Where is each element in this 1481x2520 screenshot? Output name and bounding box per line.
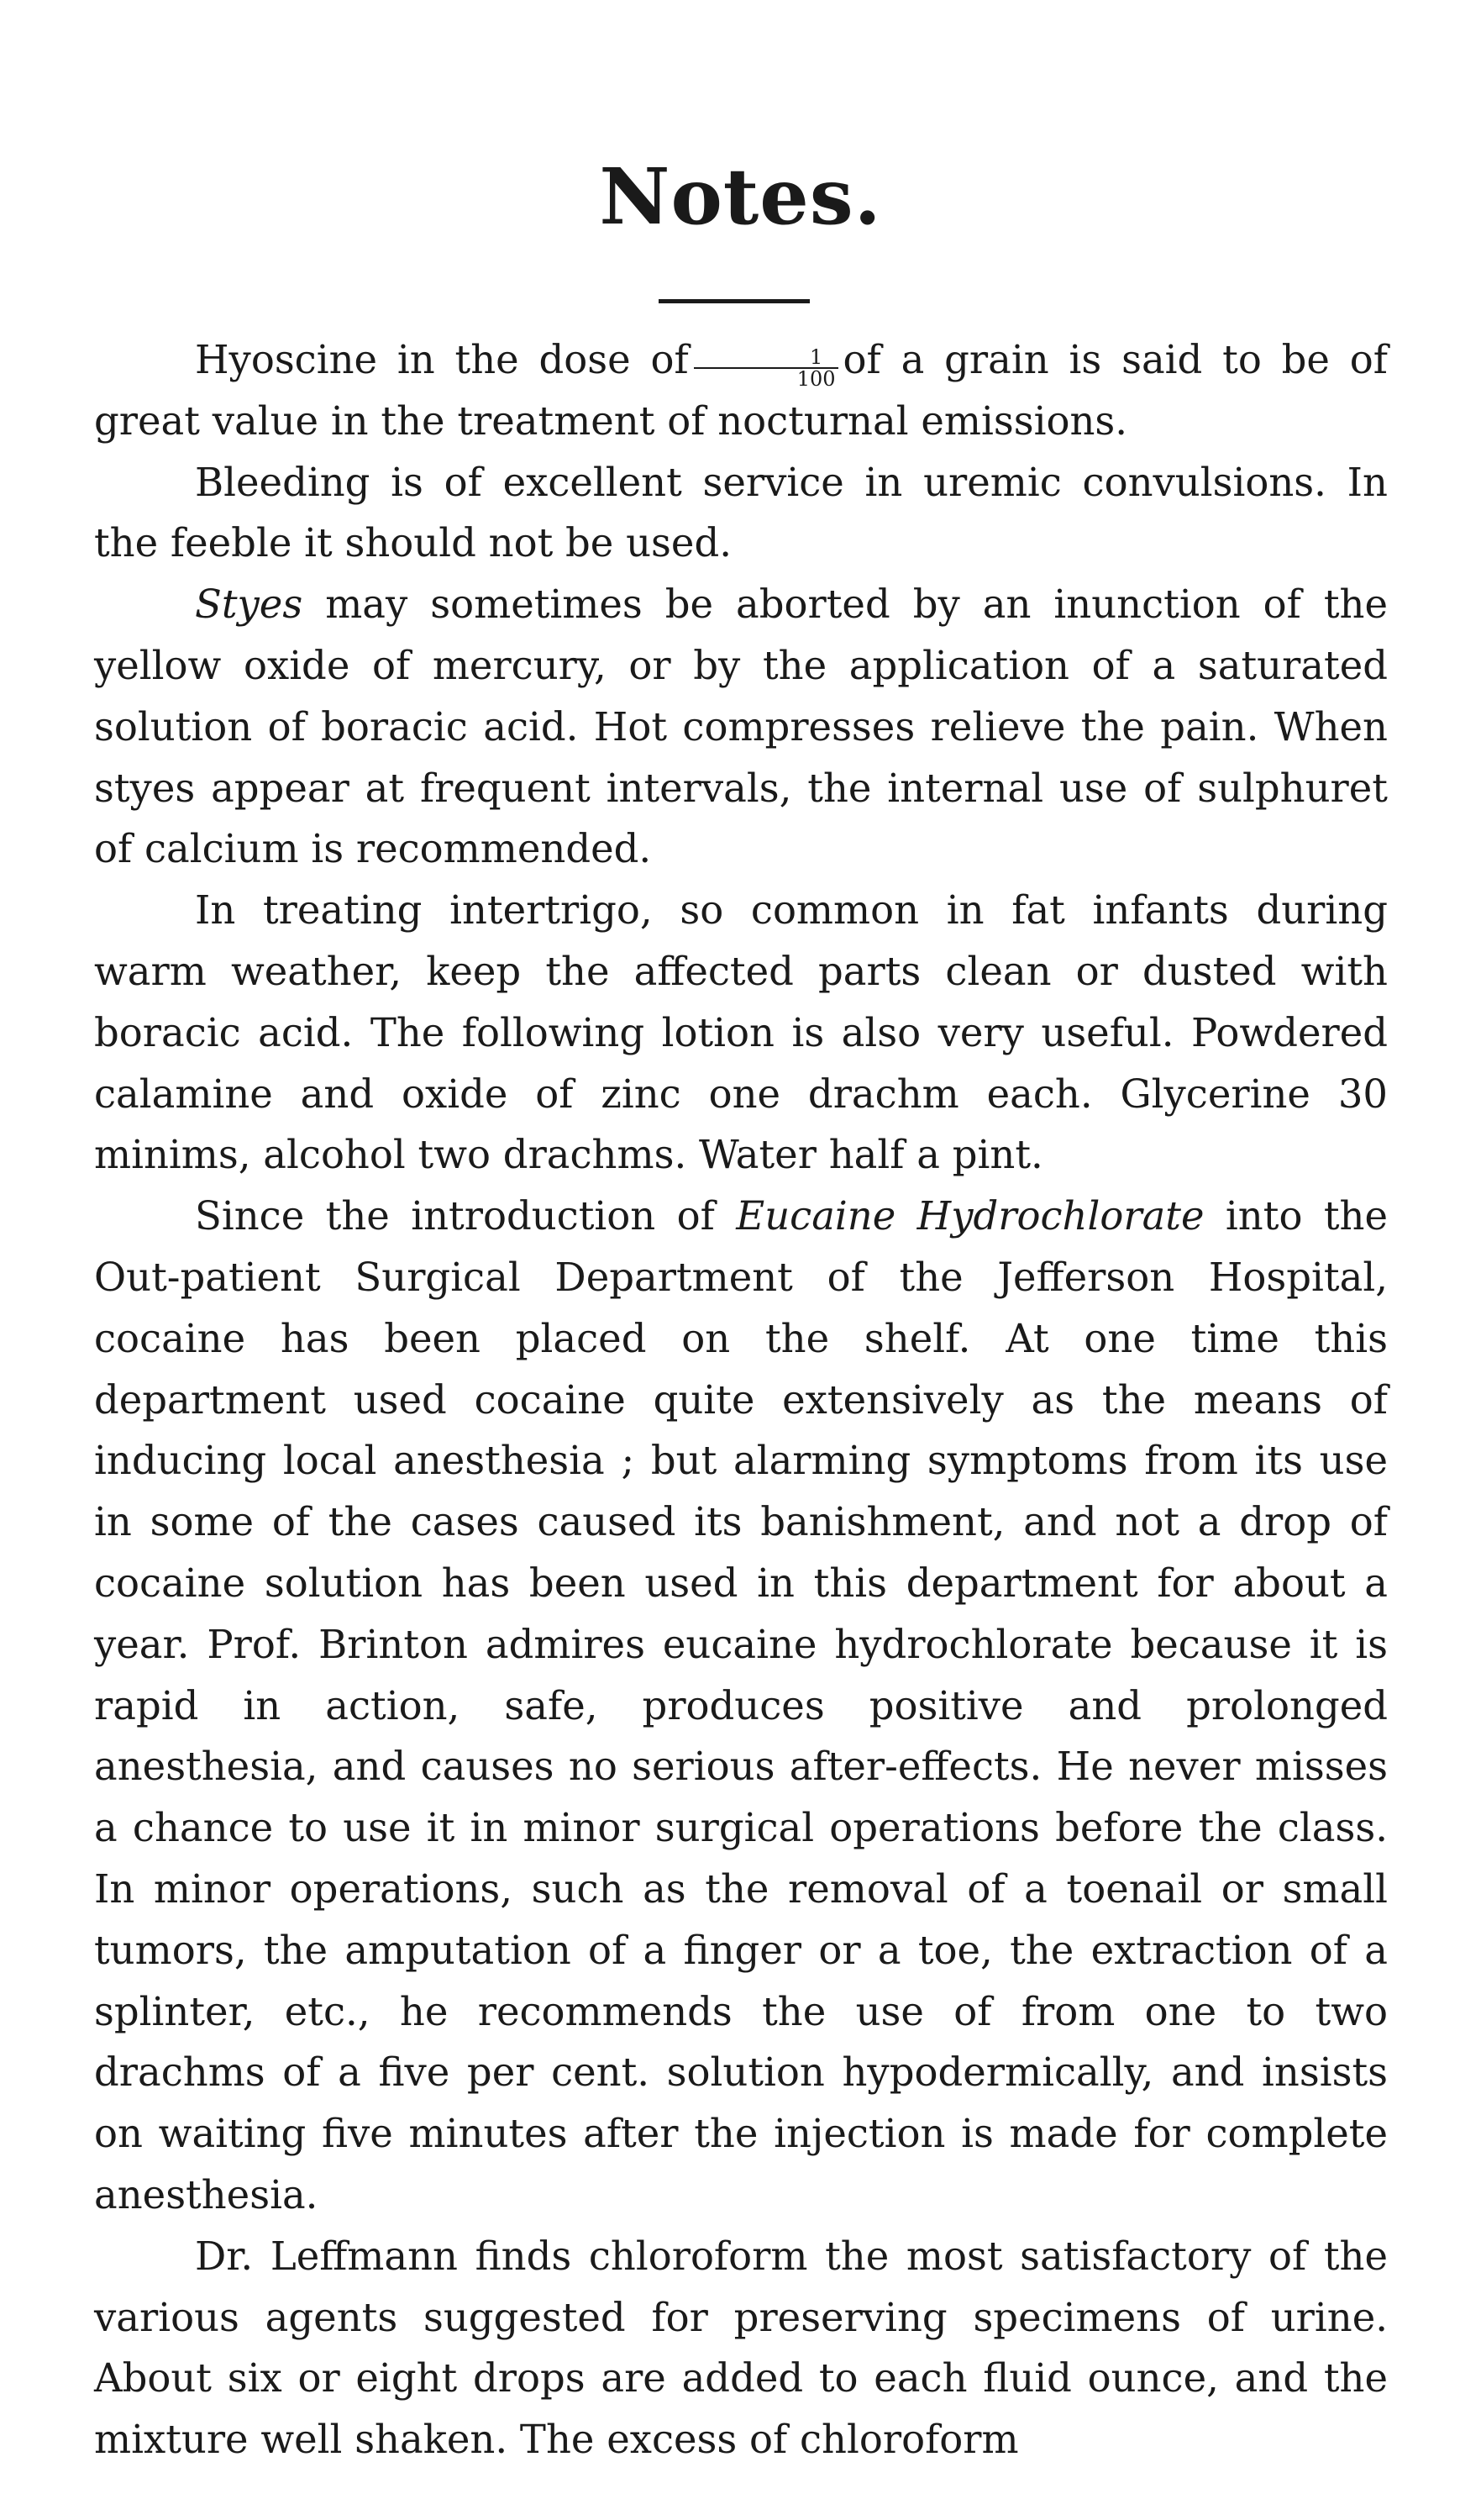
- title-divider: [659, 299, 810, 303]
- paragraph-bleeding: Bleeding is of excellent service in uremic convulsions. In the feeble it should not be used.: [94, 459, 1388, 566]
- paragraph-hyoscine: [94, 329, 1388, 452]
- paragraph-leffmann: Dr. Leffmann finds chloroform the most satisfactory of the various agents suggested for preserving specimens of urine. About six or eight drops are added to each fluid ounce, and the mixture well shaken. The excess of chloroform: [94, 2233, 1388, 2463]
- italic-term-styes: Styes: [195, 581, 303, 628]
- paragraph-text: into the Out-patient Surgical Department of the Jefferson Hospital, cocaine has been placed on the shelf. At one time this department used cocaine quite extensively as the means of inducing local anesthesia ; but alarming symptoms from its use in some of the cases caused its banishment, and not a drop of cocaine solution has been used in this department for about a year. Prof. Brinton admires eucaine hydrochlorate because it is rapid in action, safe, produces positive and prolonged anesthesia, and causes no serious after-effects. He never misses a chance to use it in minor surgical operations before the class. In minor operations, such as the removal of a toenail or small tumors, the amputation of a finger or a toe, the extraction of a splinter, etc., he recommends the use of from one to two drachms of a five per cent. solution hypodermically, and insists on waiting five minutes after the injection is made for complete anesthesia.: [94, 1193, 1389, 2217]
- body-text: [94, 329, 1388, 2470]
- fraction-denominator: 100: [796, 367, 836, 391]
- paragraph-styes: [94, 574, 1388, 880]
- paragraph-text: may sometimes be aborted by an inunction of the yellow oxide of mercury, or by the application of a saturated solution of boracic acid. Hot compresses relieve the pain. When styes appear at frequent intervals, the internal use of sulphuret of calcium is recommended.: [94, 581, 1388, 872]
- paragraph-text: of a grain is said to be of great value in the treatment of nocturnal emissions.: [94, 337, 1388, 444]
- paragraph-intertrigo: In treating intertrigo, so common in fat infants during warm weather, keep the affected parts clean or dusted with boracic acid. The following lotion is also very useful. Powdered calamine and oxide of zinc one drachm each. Glycerine 30 minims, alcohol two drachms. Water half a pint.: [94, 887, 1388, 1178]
- paragraph-eucaine: [94, 1186, 1388, 2226]
- italic-term-eucaine: Eucaine Hydrochlorate: [736, 1193, 1205, 1239]
- page-title: Notes.: [599, 151, 882, 242]
- paragraph-text: Hyoscine in the dose of: [195, 337, 689, 382]
- fraction-one-hundredth: [694, 347, 838, 389]
- fraction-numerator: 1: [694, 347, 838, 369]
- paragraph-text: Since the introduction of: [195, 1193, 737, 1239]
